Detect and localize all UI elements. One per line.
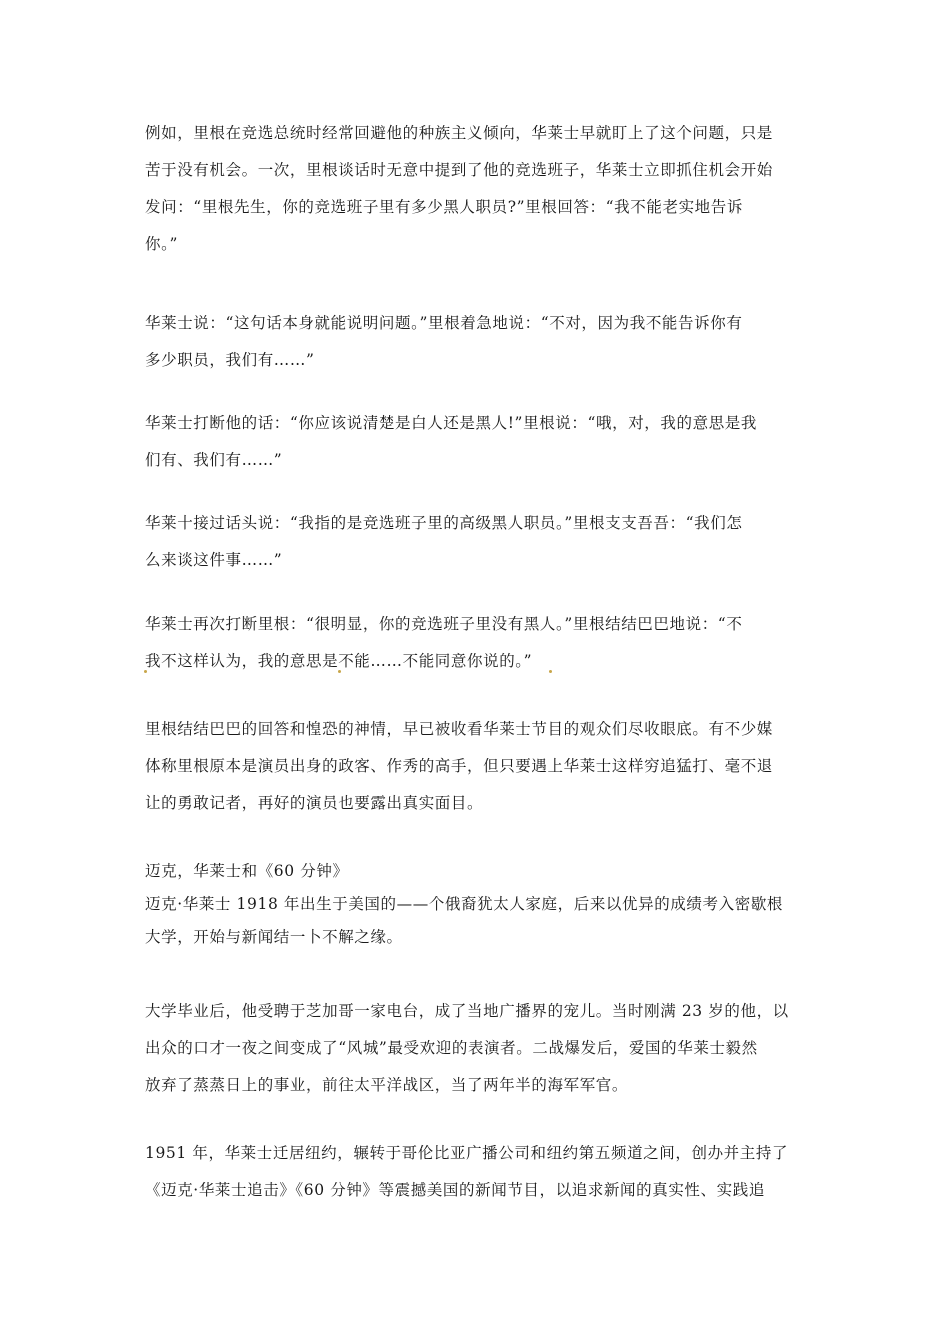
text-line: 华莱十接过话头说：“我指的是竞选班子里的高级黑人职员。”里根支支吾吾：“我们怎 <box>145 514 743 532</box>
paragraph-wallace-again <box>145 606 815 680</box>
speck-mark <box>144 670 147 673</box>
text-line: 出众的口才一夜之间变成了“风城”最受欢迎的表演者。二战爆发后，爱国的华莱士毅然 <box>145 1039 758 1057</box>
paragraph-wallace-continues <box>145 505 815 579</box>
text-line: 们有、我们有……” <box>145 451 283 469</box>
text-line: 里根结结巴巴的回答和惶恐的神情，早已被收看华莱士节目的观众们尽收眼底。有不少媒 <box>145 720 773 738</box>
paragraph-reagan-race <box>145 115 815 263</box>
text-line: 多少职员，我们有……” <box>145 351 315 369</box>
text-line: 1951 年，华莱士迁居纽约，辗转于哥伦比亚广播公司和纽约第五频道之间，创办并主持了 <box>145 1144 789 1162</box>
paragraph-wallace-says <box>145 305 815 379</box>
speck-mark <box>549 670 552 673</box>
text-line: 华莱士说：“这句话本身就能说明问题。”里根着急地说：“不对，因为我不能告诉你有 <box>145 314 743 332</box>
text-line: 发问：“里根先生，你的竞选班子里有多少黑人职员?”里根回答：“我不能老实地告诉 <box>145 198 743 216</box>
text-line: 华莱士打断他的话：“你应该说清楚是白人还是黑人!”里根说：“哦，对，我的意思是我 <box>145 414 758 432</box>
paragraph-reagan-stammer <box>145 711 815 822</box>
paragraph-wallace-interrupts <box>145 405 815 479</box>
speck-mark <box>338 670 341 673</box>
text-line: 大学毕业后，他受聘于芝加哥一家电台，成了当地广播界的宠儿。当时刚满 23 岁的他，以 <box>145 1002 789 1020</box>
text-line: 迈克·华莱士 1918 年出生于美国的——个俄裔犹太人家庭，后来以优异的成绩考入密歇根 <box>145 895 784 913</box>
text-line: 华莱士再次打断里根：“很明显，你的竞选班子里没有黑人。”里根结结巴巴地说：“不 <box>145 615 743 633</box>
paragraph-section-60-minutes <box>145 855 815 954</box>
text-line: 让的勇敢记者，再好的演员也要露出真实面目。 <box>145 794 484 812</box>
paragraph-after-college <box>145 993 815 1104</box>
text-line: 例如，里根在竞选总统时经常回避他的种族主义倾向，华莱士早就盯上了这个问题，只是 <box>145 124 773 142</box>
text-line: 我不这样认为，我的意思是不能……不能同意你说的。” <box>145 652 533 670</box>
text-line: 《迈克·华莱士追击》《60 分钟》等震撼美国的新闻节目，以追求新闻的真实性、实践追 <box>145 1181 765 1199</box>
section-heading: 迈克，华莱士和《60 分钟》 <box>145 862 349 880</box>
text-line: 么来谈这件事……” <box>145 551 283 569</box>
text-line: 大学，开始与新闻结一卜不解之缘。 <box>145 928 403 946</box>
text-line: 放弃了蒸蒸日上的事业，前往太平洋战区，当了两年半的海军军官。 <box>145 1076 629 1094</box>
text-line: 体称里根原本是演员出身的政客、作秀的高手，但只要遇上华莱士这样穷追猛打、毫不退 <box>145 757 773 775</box>
paragraph-1951 <box>145 1135 815 1209</box>
text-line: 苦于没有机会。一次，里根谈话时无意中提到了他的竞选班子，华莱士立即抓住机会开始 <box>145 161 773 179</box>
text-line: 你。” <box>145 235 178 253</box>
